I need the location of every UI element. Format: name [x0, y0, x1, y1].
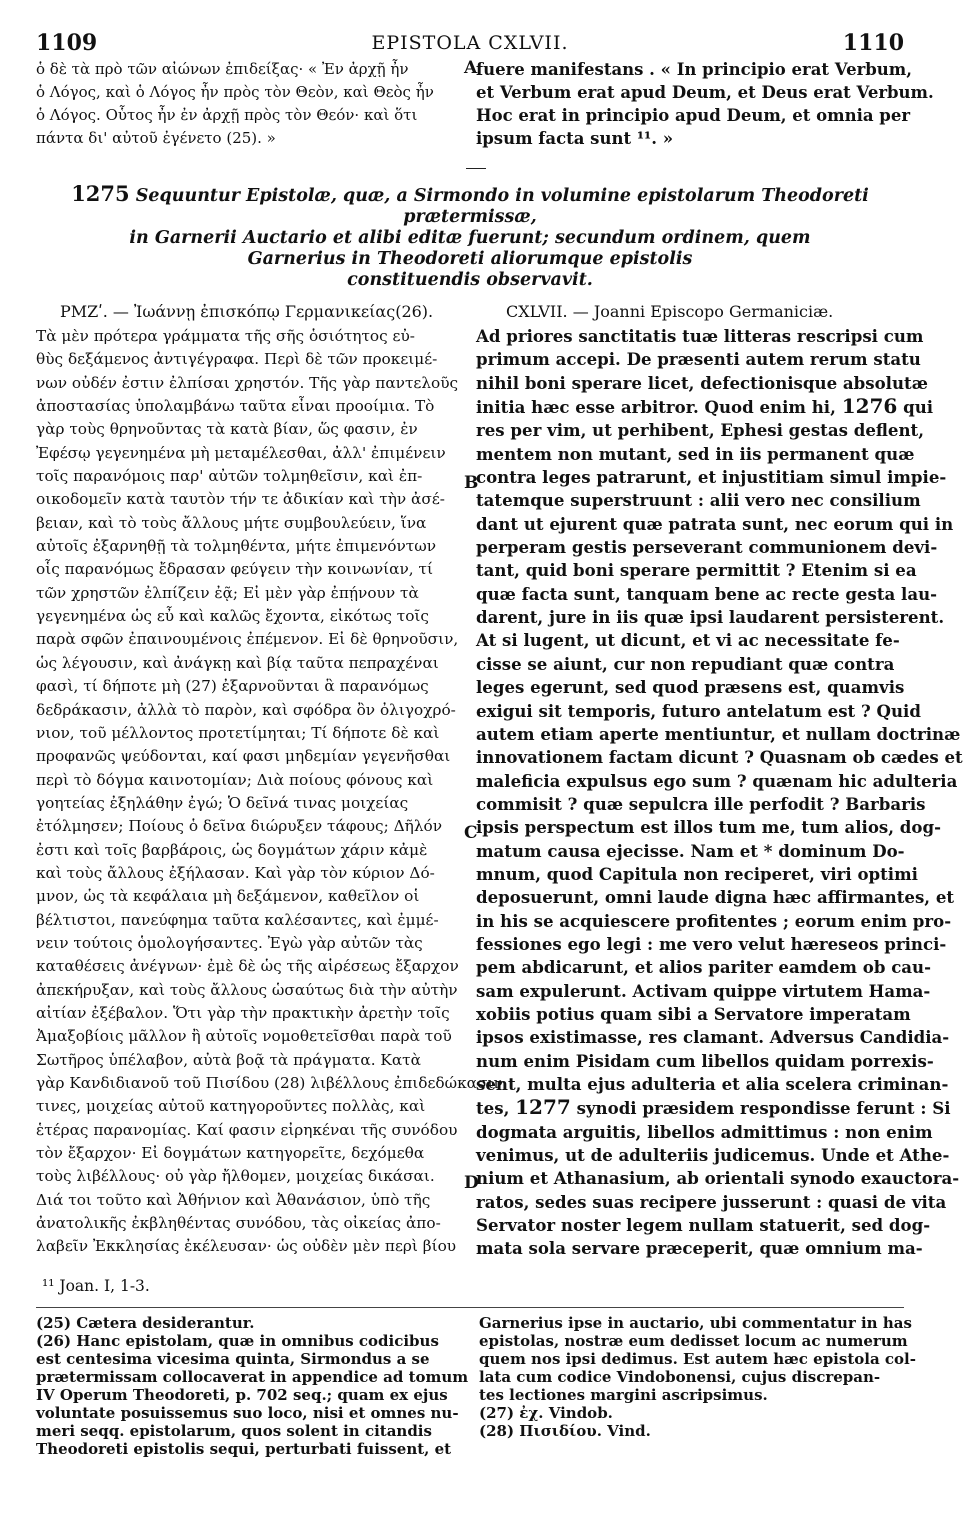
text-line [476, 980, 931, 1003]
text-line: καὶ τοὺς ἄλλους ἐξήλασαν. Καὶ γὰρ τὸν κύριον Δό- [36, 863, 435, 882]
line-text: commisit ? quæ sepulcra ille perfodit ? Barbaris [476, 793, 926, 814]
text-line [476, 886, 955, 909]
line-text: Ad priores sanctitatis tuæ litteras rescripsi cum [476, 326, 924, 346]
text-line [476, 1026, 950, 1049]
text-line: τινες, μοιχείας αὐτοῦ κατηγοροῦντες πολλὰς, καὶ [36, 1097, 426, 1116]
text-line [476, 536, 938, 559]
top-columns [36, 58, 934, 150]
line-text: innovationem factam dicunt ? Quasnam ob cædes et [476, 747, 963, 768]
text-line: δεδράκασιν, ἀλλὰ τὸ παρὸν, καὶ σφόδρα ὂν ὀλιγοχρό- [36, 700, 456, 719]
text-line: τοῖς παρανόμοις παρ' αὐτῶν τολμηθεῖσιν, καὶ ἐπ- [36, 467, 423, 486]
notes-right-column [479, 1313, 916, 1458]
line-text: ratos, sedes suas recipere jusserunt : quasi de vita [476, 1191, 947, 1212]
line-text: leges egerunt, sed quod præsens est, quamvis [476, 677, 905, 698]
text-line [476, 1191, 947, 1214]
margin-letter-b: B [464, 473, 479, 493]
line-text: matum causa ejecisse. Nam et * dominum Do- [476, 840, 905, 861]
line-text: autem etiam aperte mentiuntur, et nullam doctrinæ [476, 723, 961, 744]
text-line: ἀνατολικῆς ἐκβληθέντας συνόδου, τὰς οἰκείας ἀπο- [36, 1214, 441, 1233]
text-line [476, 840, 904, 863]
line-text: contra leges patrarunt, et injustitiam simul impie- [476, 467, 947, 488]
text-line: νειν τούτοις ὁμολογήσαντες. Ἐγὼ γὰρ αὐτῶν τὰς [36, 933, 423, 952]
text-line [476, 583, 938, 606]
text-line [476, 606, 945, 629]
margin-letter-d: D [464, 1173, 479, 1193]
note-line: (27) ἐχ. Vindob. [479, 1403, 613, 1422]
text-line: αἰτίαν ἐξέβαλον. Ὅτι γὰρ τὴν πρακτικὴν ἀρετὴν τοῖς [36, 1003, 450, 1022]
note-line: Theodoreti epistolis sequi, perturbati fuissent, et [36, 1439, 452, 1458]
section-divider [466, 168, 486, 169]
text-line: ipsum facta sunt ¹¹. » [476, 129, 674, 148]
column-number: 1276 [841, 394, 898, 419]
text-line [476, 1003, 911, 1026]
text-line [476, 793, 926, 816]
line-tail: synodi præsidem respondisse ferunt : Si [576, 1098, 951, 1119]
line-text: tes, [476, 1098, 510, 1119]
notice-line: in Garnerii Auctario et alibi editæ fuerunt; secundum ordinem, quem [129, 228, 811, 248]
text-line [476, 394, 934, 419]
editorial-notes [36, 1313, 916, 1458]
text-line [476, 816, 941, 839]
text-line [476, 653, 904, 676]
line-text: perperam gestis perseverant communionem devi- [476, 537, 938, 558]
text-line: αὐτοῖς ἐξαρνηθῇ τὰ τολμηθέντα, μήτε ἐπιμενόντων [36, 537, 436, 556]
text-line [476, 559, 917, 582]
note-line: lata cum codice Vindobonensi, cujus discrepan- [479, 1367, 881, 1386]
line-text: mata sola servare præceperit, quæ omnium ma- [476, 1238, 923, 1259]
text-line: γὰρ Κανδιδιανοῦ τοῦ Πισίδου (28) λιβέλλους ἐπιδεδώκασιν [36, 1074, 503, 1092]
page [36, 30, 963, 1520]
text-line: Διά τοι τοῦτο καὶ Ἀθήνιον καὶ Ἀθανάσιον, ὑπὸ τῆς [36, 1190, 431, 1209]
line-text: mentem non mutant, sed in iis permanent quæ [476, 443, 915, 464]
top-greek-column [36, 58, 456, 150]
line-text: ipsis perspectum est illos tum me, tum alios, dog- [476, 817, 941, 838]
text-line: προφανῶς ψεύδονται, καί φασι μηδεμίαν γεγενῆσθαι [36, 747, 451, 766]
notice-line: constituendis observavit. [347, 270, 593, 290]
note-line: Garnerius ipse in auctario, ubi commentatur in has [479, 1313, 912, 1332]
text-line [476, 676, 904, 699]
notice-number: 1275 [71, 181, 130, 206]
note-line: (28) Πισιδίου. Vind. [479, 1421, 651, 1440]
text-line: fuere manifestans . « In principio erat Verbum, [476, 60, 913, 79]
section-notice [36, 183, 904, 291]
text-line: οικοδομεῖν κατὰ ταυτὸν τήν τε ἀδικίαν καὶ τὴν ἀσέ- [36, 490, 445, 509]
line-text: At si lugent, ut dicunt, et vi ac necessitate fe- [476, 630, 900, 651]
text-line: τοὺς λιβέλλους· οὐ γὰρ ἤλθομεν, μοιχείας δικάσαι. [36, 1167, 435, 1186]
note-line: epistolas, nostræ eum dedisset locum ac numerum [479, 1331, 908, 1350]
line-tail: qui [903, 397, 934, 418]
page-number-left: 1109 [36, 30, 98, 56]
note-line: voluntate posuissemus suo loco, nisi et omnes nu- [36, 1403, 459, 1422]
text-line: γοητείας ἐξηλάθην ἐγώ; Ὁ δεῖνά τινας μοιχείας [36, 793, 409, 812]
line-text: ipsos existimasse, res clamant. Adversus Candidia- [476, 1027, 950, 1048]
line-text: venimus, ut de adulteriis judicemus. Unde et Athe- [476, 1145, 950, 1166]
text-line: νιον, τοῦ μέλλοντος προτετίμηται; Τί δήποτε δὲ καὶ [36, 723, 440, 742]
text-line: Τὰ μὲν πρότερα γράμματα τῆς σῆς ὁσιότητος εὐ- [36, 327, 415, 345]
line-text: sent, multa ejus adulteria et alia scelera criminan- [476, 1074, 949, 1094]
line-text: darent, jure in iis quæ ipsi laudarent persisterent. [476, 607, 945, 628]
line-text: res per vim, ut perhibent, Ephesi gestas deflent, [476, 420, 924, 441]
line-text: pem abdicarunt, et alios pariter eamdem ob cau- [476, 957, 932, 978]
text-line: βέλτιστοι, πανεύφημα ταῦτα καλέσαντες, καὶ ἐμμέ- [36, 910, 439, 929]
line-text: initia hæc esse arbitror. Quod enim hi, [476, 397, 836, 418]
line-text: primum accepi. De præsenti autem rerum statu [476, 349, 921, 370]
bible-footnote: ¹¹ Joan. I, 1-3. [42, 1276, 150, 1295]
text-line [476, 419, 924, 442]
page-header [36, 30, 904, 58]
text-line: θὺς δεξάμενος ἀντιγέγραφα. Περὶ δὲ τῶν προκειμέ- [36, 350, 438, 369]
latin-letter-heading: CXLVII. — Joanni Episcopo Germaniciæ. [506, 302, 834, 321]
page-number-right: 1110 [842, 30, 904, 56]
text-line: ἐστι καὶ τοῖς βαρβάροις, ὡς δογμάτων χάριν κἀμὲ [36, 840, 428, 859]
line-text: dogmata arguitis, libellos admittimus : non enim [476, 1121, 933, 1142]
text-line: γὰρ τοὺς θρηνοῦντας τὰ κατὰ βίαν, ὥς φασιν, ἐν [36, 420, 418, 439]
line-text: fessiones ego legi : me vero velut hæreseos princi- [476, 933, 947, 954]
text-line: μνον, ὡς τὰ κεφάλαια μὴ δεξάμενον, καθεῖλον οἱ [36, 887, 420, 906]
text-line: ἐτόλμησεν; Ποίους ὁ δεῖνα διώρυξεν τάφους; Δῆλόν [36, 817, 443, 836]
letter-body [36, 325, 963, 1261]
text-line: περὶ τὸ δόγμα καινοτομίαν; Διὰ ποίους φόνους καὶ [36, 770, 434, 789]
text-line [476, 348, 921, 371]
text-line [476, 863, 918, 886]
text-line: τῶν χρηστῶν ἐλπίζειν ἐᾷ; Εἰ μὲν γὰρ ἐπῄνουν τὰ [36, 583, 419, 602]
text-line [476, 956, 932, 979]
text-line [476, 1167, 960, 1190]
note-line: est centesima vicesima quinta, Sirmondus a se [36, 1349, 430, 1368]
text-line: τὸν ἔξαρχον· Εἰ δογμάτων κατηγορεῖτε, δεχόμεθα [36, 1144, 425, 1163]
letter-headings [36, 297, 904, 325]
latin-letter-text [476, 325, 963, 1261]
text-line: ἀπεκήρυξαν, καὶ τοὺς ἄλλους ὡσαύτως διὰ τὴν αὐτὴν [36, 980, 458, 999]
text-line [476, 1050, 934, 1073]
text-line: γεγενημένα ὡς εὖ καὶ καλῶς ἔχοντα, εἰκότως τοῖς [36, 607, 429, 626]
line-text: nihil boni sperare licet, defectionisque absolutæ [476, 372, 928, 393]
greek-letter-heading: ΡΜΖʹ. — Ἰωάννῃ ἐπισκόπῳ Γερμανικείας(26). [60, 302, 434, 321]
text-line: Ἐφέσῳ γεγενημένα μὴ μεταμέλεσθαι, ἀλλ' ἐπιμένειν [36, 443, 446, 462]
running-title: EPISTOLA CXLVII. [371, 32, 569, 54]
text-line: ἀποστασίας ὑπολαμβάνω ταῦτα εἶναι προοίμια. Τὸ [36, 397, 435, 416]
note-line: meri seqq. epistolarum, quos solent in citandis [36, 1421, 432, 1440]
line-text: cisse se aiunt, cur non repudiant quæ contra [476, 653, 895, 674]
note-line: IV Operum Theodoreti, p. 702 seq.; quam ex ejus [36, 1385, 448, 1404]
line-text: nium et Athanasium, ab orientali synodo exauctora- [476, 1168, 960, 1189]
text-line [476, 489, 921, 512]
text-line: καταθέσεις ἀνέγνων· ἐμὲ δὲ ὡς τῆς αἱρέσεως ἔξαρχον [36, 957, 459, 976]
line-text: quæ facta sunt, tanquam bene ac recte gesta lau- [476, 583, 938, 604]
column-number: 1277 [515, 1095, 571, 1120]
text-line: φασὶ, τί δήποτε μὴ (27) ἐξαρνοῦνται ἃ παρανόμως [36, 677, 429, 696]
line-text: num enim Pisidam cum libellos quidam porrexis- [476, 1050, 934, 1071]
text-line [476, 1144, 950, 1167]
text-line: πάντα δι' αὐτοῦ ἐγένετο (25). » [36, 129, 276, 147]
line-text: sam expulerunt. Activam quippe virtutem Hama- [476, 980, 931, 1001]
text-line [476, 933, 947, 956]
notes-left-column [36, 1313, 469, 1458]
top-latin-column [476, 58, 934, 150]
text-line: ὁ Λόγος, καὶ ὁ Λόγος ἦν πρὸς τὸν Θεὸν, καὶ Θεὸς ἦν [36, 83, 434, 101]
notice-line: Sequuntur Epistolæ, quæ, a Sirmondo in volumine epistolarum Theodoreti prætermissæ, [135, 186, 869, 227]
text-line [476, 443, 915, 466]
text-line [476, 910, 952, 933]
text-line [476, 325, 924, 348]
line-text: xobiis potius quam sibi a Servatore imperatam [476, 1003, 911, 1024]
text-line [476, 723, 961, 746]
line-text: exigui sit temporis, futuro antelatum est ? Quid [476, 700, 921, 721]
text-line [476, 1121, 933, 1144]
text-line: ὁ δὲ τὰ πρὸ τῶν αἰώνων ἐπιδείξας· « Ἐν ἀρχῇ ἦν [36, 60, 409, 78]
note-line: tes lectiones margini ascripsimus. [479, 1385, 768, 1404]
margin-letter-c: C [464, 823, 478, 843]
margin-letter-a: A [464, 58, 478, 78]
note-line: (25) Cætera desiderantur. [36, 1313, 255, 1332]
text-line [476, 513, 954, 536]
notice-line: Garnerius in Theodoreti aliorumque epistolis [247, 249, 693, 269]
text-line [476, 770, 958, 793]
notes-rule [36, 1307, 904, 1308]
text-line [476, 372, 928, 395]
text-line [476, 1095, 951, 1120]
text-line [476, 1214, 931, 1237]
note-line: prætermissam collocaverat in appendice ad tomum [36, 1367, 469, 1386]
text-line: νων οὐδέν ἐστιν ἐλπίσαι χρηστόν. Τῆς γὰρ παντελοῦς [36, 373, 459, 392]
line-text: tatemque superstruunt : alii vero nec consilium [476, 490, 921, 511]
text-line: παρὰ σφῶν ἐπαινουμένοις ἐπέμενον. Εἰ δὲ θρηνοῦσιν, [36, 630, 459, 649]
text-line: βειαν, καὶ τὸ τοὺς ἄλλους μήτε συμβουλεύειν, ἵνα [36, 513, 427, 532]
note-line: quem nos ipsi dedimus. Est autem hæc epistola col- [479, 1349, 916, 1368]
text-line: οἷς παρανόμως ἔδρασαν φεύγειν τὴν κοινωνίαν, τί [36, 560, 433, 579]
text-line: ἑτέρας παρανομίας. Καί φασιν εἰρηκέναι τῆς συνόδου [36, 1120, 458, 1139]
text-line: ὡς λέγουσιν, καὶ ἀνάγκῃ καὶ βίᾳ ταῦτα πεπραχέναι [36, 653, 439, 672]
text-line: Hoc erat in principio apud Deum, et omnia per [476, 106, 911, 125]
line-text: Servator noster legem nullam statuerit, sed dog- [476, 1215, 931, 1236]
text-line [476, 700, 921, 723]
text-line: λαβεῖν Ἐκκλησίας ἐκέλευσαν· ὡς οὐδὲν μὲν περὶ βίου [36, 1237, 457, 1256]
line-text: deposuerunt, omni laude digna hæc affirmantes, et [476, 887, 955, 908]
text-line: ὁ Λόγος. Οὗτος ἦν ἐν ἀρχῇ πρὸς τὸν Θεόν· καὶ ὅτι [36, 106, 418, 124]
text-line: Ἀμαξοβίοις μᾶλλον ἢ αὐτοῖς νομοθετεῖσθαι παρὰ τοῦ [36, 1027, 452, 1046]
text-line [476, 629, 904, 652]
text-line: et Verbum erat apud Deum, et Deus erat Verbum. [476, 83, 934, 102]
note-line: (26) Hanc epistolam, quæ in omnibus codicibus [36, 1331, 439, 1350]
line-text: in his se acquiescere profitentes ; eorum enim pro- [476, 910, 952, 931]
text-line [476, 746, 963, 769]
line-text: tant, quid boni sperare permittit ? Etenim si ea [476, 560, 917, 581]
text-line: Σωτῆρος ὑπέλαβον, αὐτὰ βοᾷ τὰ πράγματα. Κατὰ [36, 1050, 421, 1069]
line-text: dant ut ejurent quæ patrata sunt, nec eorum qui in [476, 513, 954, 534]
text-line [476, 1073, 949, 1096]
text-line [476, 1237, 923, 1260]
line-text: mnum, quod Capitula non reciperet, viri optimi [476, 863, 918, 884]
line-text: maleficia expulsus ego sum ? quænam hic adulteria [476, 770, 958, 791]
text-line [476, 466, 947, 489]
